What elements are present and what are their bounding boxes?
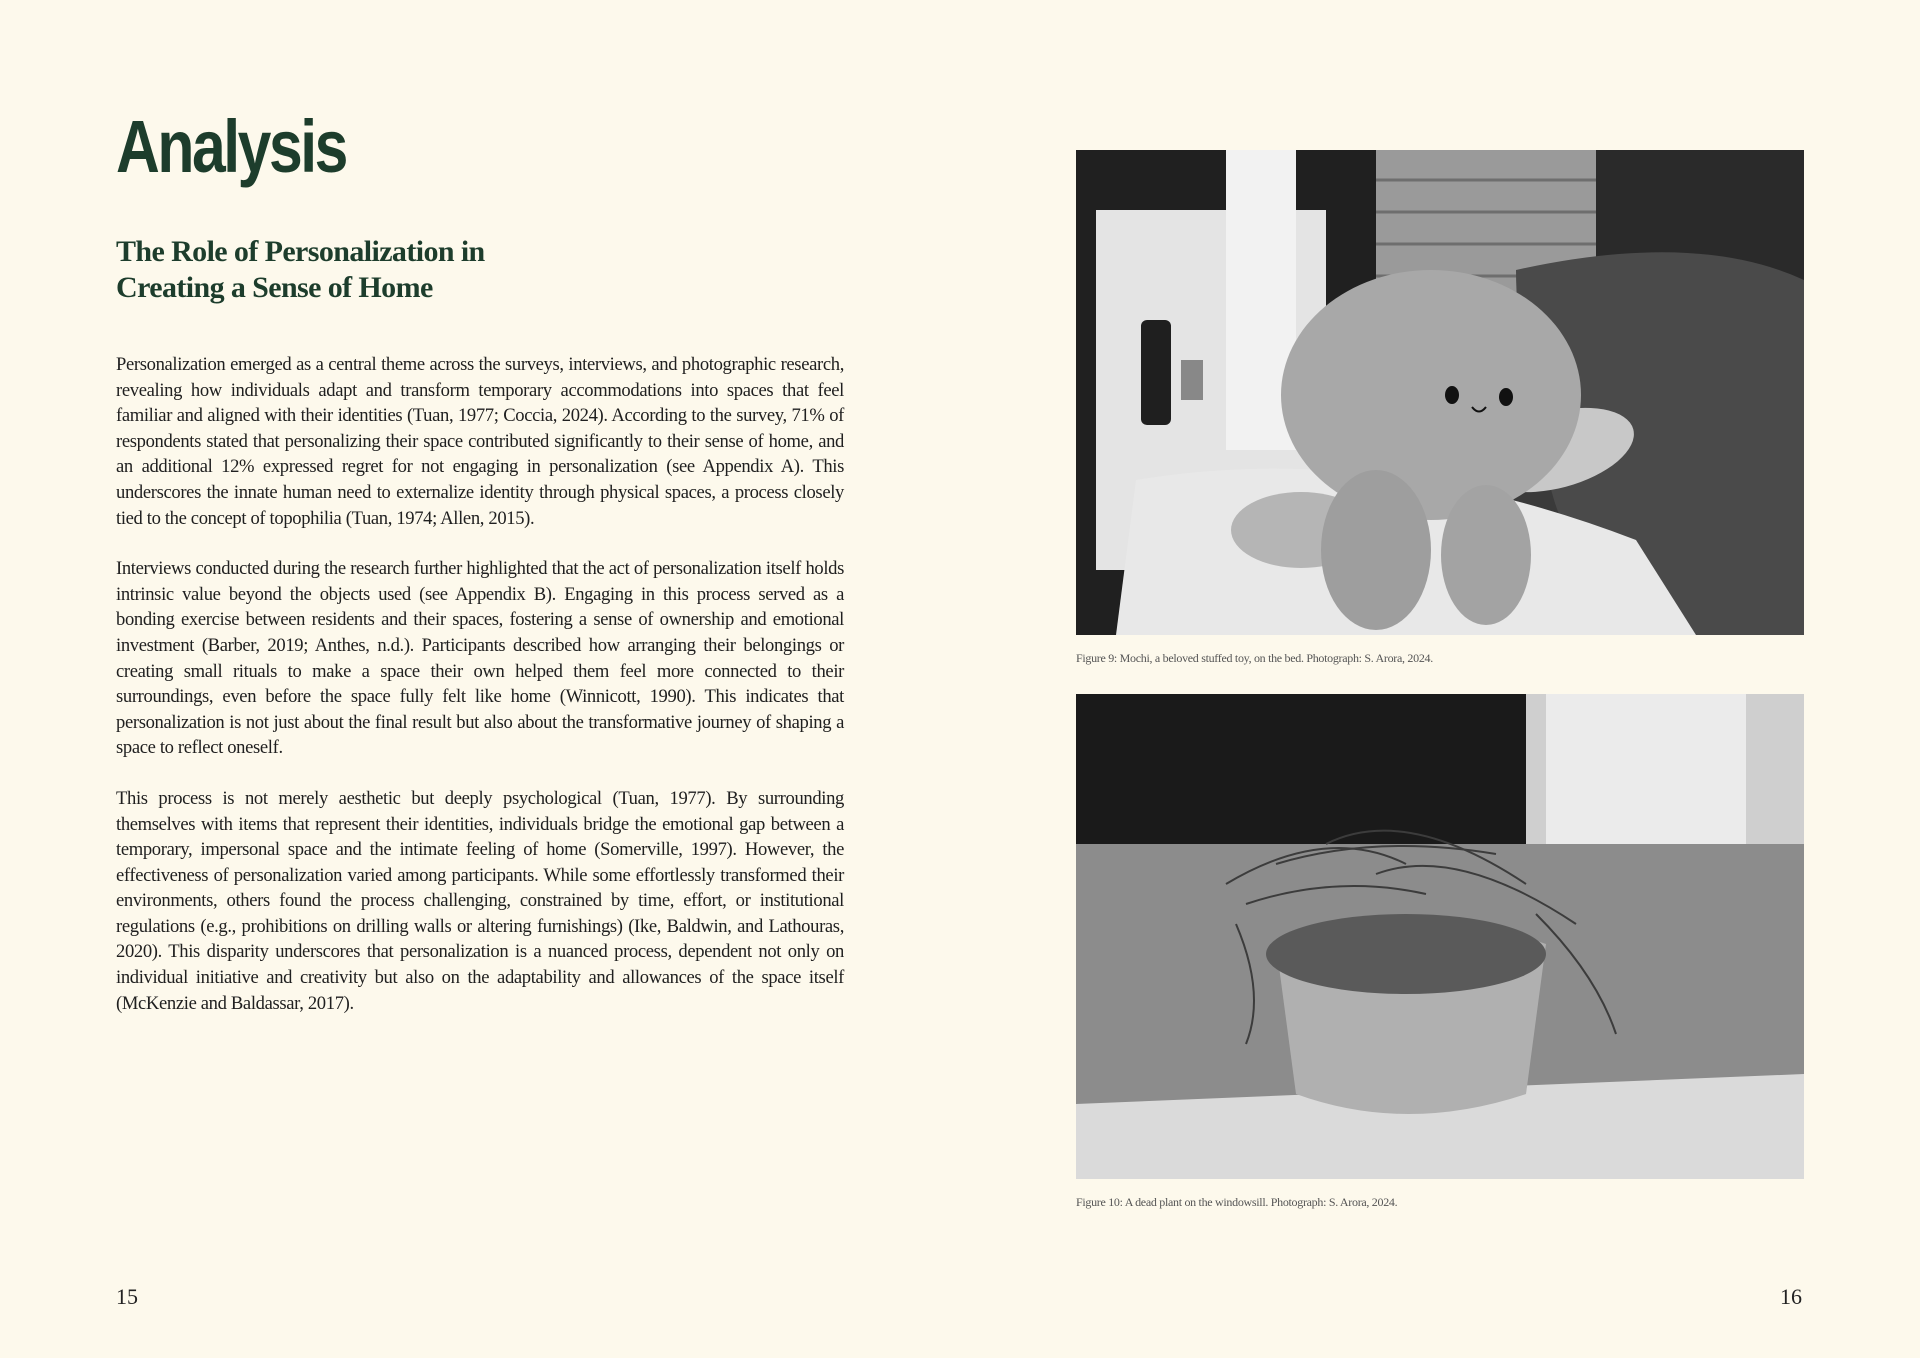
subtitle-line-1: The Role of Personalization in bbox=[116, 235, 485, 268]
body-text bbox=[116, 352, 844, 1041]
page-number-left: 15 bbox=[116, 1284, 138, 1309]
paragraph-1: Personalization emerged as a central theme across the surveys, interviews, and photographic research, revealing how individuals adapt and transform temporary accommodations into spaces that feel familiar and aligned with their identities (Tuan, 1977; Coccia, 2024). According to the survey, 71% of respondents stated that personalizing their space contributed significantly to their sense of home, and an additional 12% expressed regret for not engaging in personalization (see Appendix A). This underscores the innate human need to externalize identity through physical spaces, a process closely tied to the concept of topophilia (Tuan, 1974; Allen, 2015). bbox=[116, 354, 844, 529]
subtitle-line-2: Creating a Sense of Home bbox=[116, 271, 433, 304]
figure-10-photo bbox=[1076, 694, 1804, 1179]
page-title: Analysis bbox=[116, 105, 346, 188]
figure-10-caption: Figure 10: A dead plant on the windowsill. Photograph: S. Arora, 2024. bbox=[1076, 1195, 1398, 1209]
page-number-right: 16 bbox=[1780, 1284, 1802, 1309]
figure-9-caption: Figure 9: Mochi, a beloved stuffed toy, on the bed. Photograph: S. Arora, 2024. bbox=[1076, 651, 1433, 665]
figure-9-photo bbox=[1076, 150, 1804, 635]
paragraph-2: Interviews conducted during the research further highlighted that the act of personalization itself holds intrinsic value beyond the objects used (see Appendix B). Engaging in this process served as a bonding exercise between residents and their spaces, fostering a sense of ownership and emotional investment (Barber, 2019; Anthes, n.d.). Participants described how arranging their belongings or creating small rituals to make a space their own helped them feel more connected to their surroundings, even before the space fully felt like home (Winnicott, 1990). This indicates that personalization is not just about the final result but also about the transformative journey of shaping a space to reflect oneself. bbox=[116, 558, 844, 759]
section-subtitle bbox=[116, 234, 676, 306]
paragraph-3: This process is not merely aesthetic but deeply psychological (Tuan, 1977). By surrounding themselves with items that represent their identities, individuals bridge the emotional gap between a temporary, impersonal space and the intimate feeling of home (Somerville, 1997). However, the effectiveness of personalization varied among participants. While some effortlessly transformed their environments, others found the process challenging, constrained by time, effort, or institutional regulations (e.g., prohibitions on drilling walls or altering furnishings) (Ike, Baldwin, and Lathouras, 2020). This disparity underscores that personalization is a nuanced process, dependent not only on individual initiative and creativity but also on the adaptability and allowances of the space itself (McKenzie and Baldassar, 2017). bbox=[116, 787, 844, 1014]
